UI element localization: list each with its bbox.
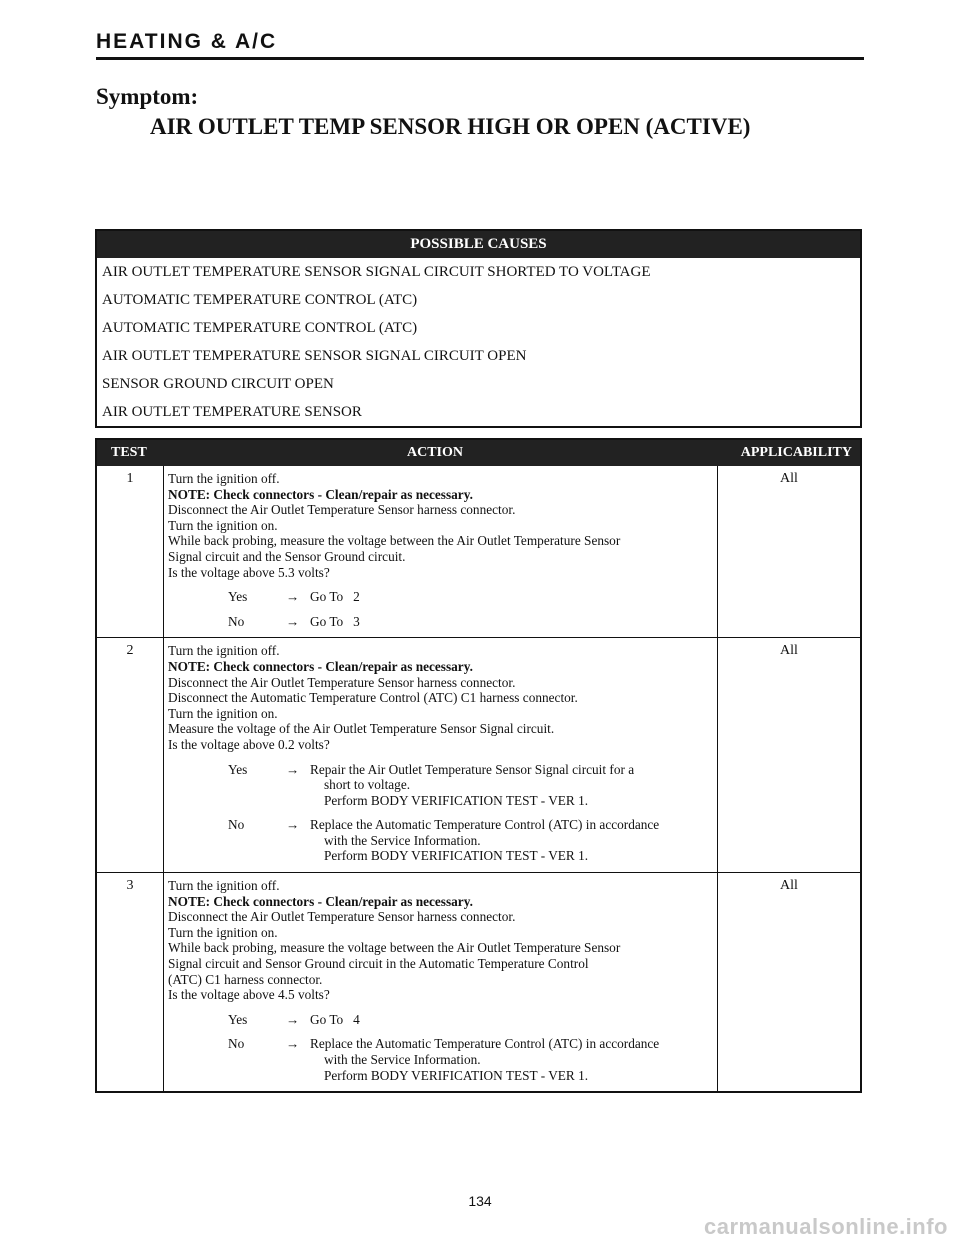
possible-causes-table [95,229,862,428]
section-header: HEATING & A/C [96,30,864,60]
yes-result [310,1012,713,1028]
result-line: Replace the Automatic Temperature Control (ATC) in accordance [310,1036,660,1052]
cause-item: SENSOR GROUND CIRCUIT OPEN [102,376,334,392]
yes-result [310,589,713,605]
test-action [164,873,718,1091]
result-line: with the Service Information. [324,832,481,848]
test-row [97,466,860,637]
yes-label: Yes [228,761,248,777]
symptom-title: AIR OUTLET TEMP SENSOR HIGH OR OPEN (ACTIVE) [150,114,751,139]
test-number: 2 [97,638,164,872]
test-table-header [97,440,860,466]
yes-answer [168,1012,713,1028]
action-line: Turn the ignition off. [168,471,280,486]
test-table [95,438,862,1093]
column-header-applicability: APPLICABILITY [740,445,852,460]
cause-item: AIR OUTLET TEMPERATURE SENSOR SIGNAL CIRCUIT SHORTED TO VOLTAGE [102,264,651,280]
action-note: NOTE: Check connectors - Clean/repair as necessary. [168,486,473,502]
no-result [310,817,713,864]
test-action [164,638,718,872]
action-note: NOTE: Check connectors - Clean/repair as necessary. [168,893,473,909]
action-line: Is the voltage above 5.3 volts? [168,564,330,580]
result-line: Go To 2 [310,589,360,605]
arrow-right-icon: → [286,589,300,605]
test-action [164,466,718,637]
test-rows [97,466,860,1091]
possible-causes-heading: POSSIBLE CAUSES [97,231,860,258]
action-line: Disconnect the Air Outlet Temperature Sensor harness connector. [168,502,516,518]
action-note: NOTE: Check connectors - Clean/repair as necessary. [168,658,473,674]
test-applicability: All [780,643,798,659]
no-answer [168,614,713,630]
cause-item: AIR OUTLET TEMPERATURE SENSOR [102,404,362,420]
result-line: Perform BODY VERIFICATION TEST - VER 1. [324,1067,589,1083]
result-line: Repair the Air Outlet Temperature Sensor Signal circuit for a [310,761,635,777]
cause-item: AUTOMATIC TEMPERATURE CONTROL (ATC) [102,292,418,308]
column-header-action: ACTION [407,445,464,460]
action-line: Turn the ignition on. [168,517,278,533]
yes-label: Yes [228,1011,248,1027]
test-row [97,637,860,872]
result-line: short to voltage. [324,777,411,793]
action-line: Turn the ignition off. [168,643,280,659]
action-line: Turn the ignition off. [168,878,280,894]
arrow-right-icon: → [286,613,300,629]
arrow-right-icon: → [286,761,300,777]
yes-answer [168,762,713,809]
no-label: No [228,817,245,833]
result-line: Go To 4 [310,1011,360,1027]
test-applicability: All [780,878,798,894]
page-number: 134 [468,1193,492,1209]
no-answer [168,1036,713,1083]
no-label: No [228,613,245,629]
test-applicability: All [780,471,798,486]
action-line: Is the voltage above 4.5 volts? [168,987,330,1003]
column-header-test: TEST [111,445,147,460]
no-answer [168,817,713,864]
action-line: Signal circuit and Sensor Ground circuit in the Automatic Temperature Control [168,956,589,972]
result-line: Go To 3 [310,613,360,629]
test-number: 3 [97,873,164,1091]
arrow-right-icon: → [286,1036,300,1052]
action-line: While back probing, measure the voltage between the Air Outlet Temperature Sensor [168,533,621,549]
symptom-label: Symptom: [96,84,199,109]
no-label: No [228,1036,245,1052]
arrow-right-icon: → [286,817,300,833]
result-line: Perform BODY VERIFICATION TEST - VER 1. [324,792,589,808]
cause-item: AIR OUTLET TEMPERATURE SENSOR SIGNAL CIRCUIT OPEN [102,348,527,364]
action-line: Measure the voltage of the Air Outlet Temperature Sensor Signal circuit. [168,721,555,737]
yes-label: Yes [228,589,248,605]
action-line: (ATC) C1 harness connector. [168,971,323,987]
yes-answer [168,589,713,605]
action-line: Signal circuit and the Sensor Ground circuit. [168,548,406,564]
action-line: Is the voltage above 0.2 volts? [168,736,330,752]
action-line: Disconnect the Automatic Temperature Control (ATC) C1 harness connector. [168,690,578,706]
arrow-right-icon: → [286,1011,300,1027]
action-line: Disconnect the Air Outlet Temperature Sensor harness connector. [168,674,516,690]
action-line: Turn the ignition on. [168,924,278,940]
result-line: with the Service Information. [324,1052,481,1067]
result-line: Perform BODY VERIFICATION TEST - VER 1. [324,848,589,864]
no-result [310,1036,713,1083]
test-number: 1 [97,466,164,637]
action-line: Disconnect the Air Outlet Temperature Sensor harness connector. [168,909,516,925]
action-line: While back probing, measure the voltage between the Air Outlet Temperature Sensor [168,940,621,956]
cause-item: AUTOMATIC TEMPERATURE CONTROL (ATC) [102,320,418,336]
watermark: carmanualsonline.info [704,1214,948,1239]
no-result [310,614,713,630]
test-row [97,872,860,1091]
result-line: Replace the Automatic Temperature Control (ATC) in accordance [310,817,660,833]
action-line: Turn the ignition on. [168,705,278,721]
yes-result [310,762,713,809]
